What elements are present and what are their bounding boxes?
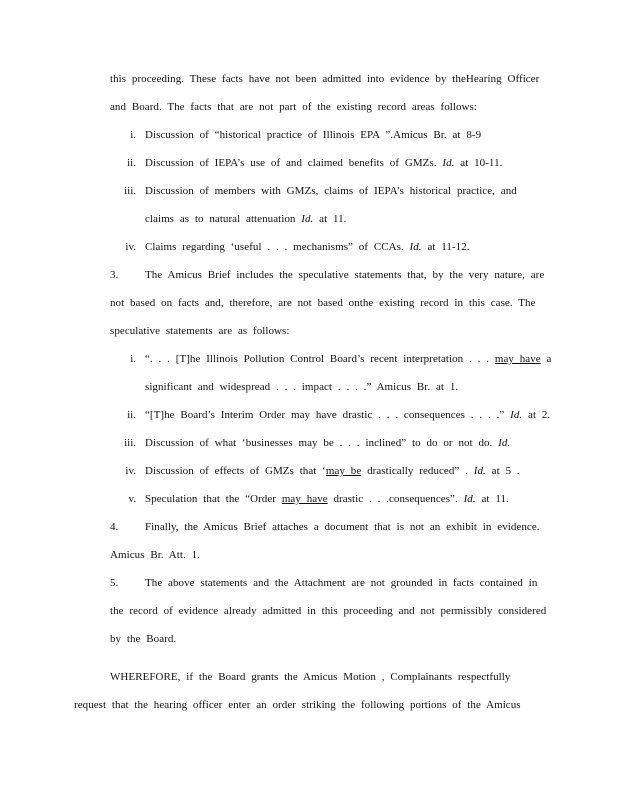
citation: Id. [301, 213, 314, 225]
list-item [145, 408, 550, 422]
list-marker: v. [128, 493, 136, 505]
paragraph-line: not based on facts and, therefore, are not based onthe existing record in this case. The [110, 297, 536, 309]
citation: Id. [409, 241, 422, 253]
paragraph-line: The above statements and the Attachment are not grounded in facts contained in [145, 577, 538, 589]
citation: Id. [498, 437, 511, 449]
paragraph-number: 5. [110, 577, 119, 589]
list-marker: i. [130, 129, 136, 141]
list-item: Discussion of members with GMZs, claims of IEPA’s historical practice, and [145, 185, 517, 197]
citation: Id. [442, 157, 455, 169]
paragraph-line: by the Board. [110, 633, 177, 645]
list-marker: iii. [124, 185, 136, 197]
list-item-text: Discussion of what ‘businesses may be . . . inclined” to do or not do. [145, 437, 493, 449]
list-item-text: at 2. [528, 409, 551, 421]
list-item-text: at 11-12. [427, 241, 470, 253]
list-item-continuation [145, 212, 347, 226]
list-marker: ii. [127, 157, 136, 169]
citation: Id. [510, 409, 523, 421]
list-item-text: “. . . [T]he Illinois Pollution Control Board’s recent interpretation . . . [145, 353, 490, 365]
list-item-text: at 10-11. [460, 157, 503, 169]
list-item-text: at 11. [319, 213, 347, 225]
list-item [145, 492, 509, 506]
list-item-text: at 11. [481, 493, 509, 505]
list-item-text: drastic . . .consequences”. [333, 493, 458, 505]
citation: Id. [473, 465, 486, 477]
underlined-text: may be [325, 465, 362, 477]
list-item-text: Discussion of effects of GMZs that ‘ [145, 465, 326, 477]
list-item-text: drastically reduced” . [367, 465, 468, 477]
list-marker: i. [130, 353, 136, 365]
underlined-text: may have [494, 353, 541, 365]
paragraph-line: and Board. The facts that are not part of the existing record areas follows: [110, 101, 477, 113]
list-item-text: Claims regarding ‘useful . . . mechanisms” of CCAs. [145, 241, 404, 253]
paragraph-line: the record of evidence already admitted in this proceeding and not permissibly considered [110, 605, 547, 617]
list-item-text: Speculation that the “Order [145, 493, 277, 505]
paragraph-line: speculative statements are as follows: [110, 325, 290, 337]
list-item-text: “[T]he Board’s Interim Order may have drastic . . . consequences . . . .” [145, 409, 505, 421]
list-marker: iv. [125, 465, 136, 477]
list-item-text: Discussion of IEPA’s use of and claimed benefits of GMZs. [145, 157, 437, 169]
underlined-text: may have [281, 493, 328, 505]
paragraph-line: The Amicus Brief includes the speculative statements that, by the very nature, are [145, 269, 545, 281]
paragraph-line: Amicus Br. Att. 1. [110, 549, 200, 561]
list-item-text: at 5 . [491, 465, 520, 477]
wherefore-line: request that the hearing officer enter an order striking the following portions of the Amicus [74, 699, 521, 711]
list-marker: ii. [127, 409, 136, 421]
list-item: Discussion of “historical practice of Illinois EPA ”.Amicus Br. at 8-9 [145, 129, 482, 141]
list-item [145, 240, 470, 254]
list-marker: iv. [125, 241, 136, 253]
list-item [145, 156, 502, 170]
list-item [145, 464, 520, 478]
paragraph-number: 4. [110, 521, 119, 533]
list-item [145, 352, 551, 366]
paragraph-line: this proceeding. These facts have not been admitted into evidence by theHearing Officer [110, 73, 540, 85]
list-marker: iii. [124, 437, 136, 449]
paragraph-line: Finally, the Amicus Brief attaches a document that is not an exhibit in evidence. [145, 521, 540, 533]
list-item [145, 436, 510, 450]
citation: Id. [463, 493, 476, 505]
list-item-text: a [546, 353, 552, 365]
list-item-continuation: significant and widespread . . . impact . . . .” Amicus Br. at 1. [145, 381, 459, 393]
wherefore-line: WHEREFORE, if the Board grants the Amicus Motion , Complainants respectfully [110, 671, 511, 683]
paragraph-number: 3. [110, 269, 119, 281]
list-item-text: claims as to natural attenuation [145, 213, 296, 225]
